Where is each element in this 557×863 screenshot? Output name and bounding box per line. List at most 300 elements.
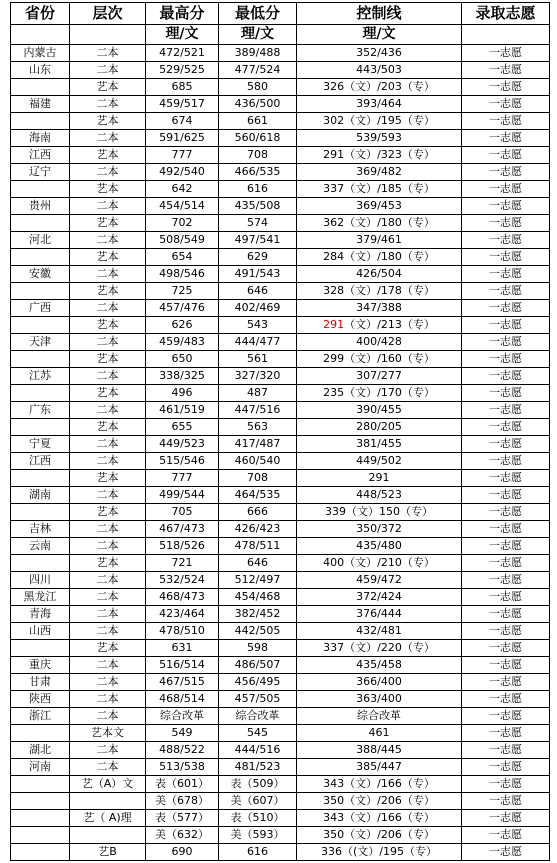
table-row xyxy=(11,606,550,623)
cell-admission-choice: 一志愿 xyxy=(462,810,550,827)
cell-control-line: 376/444 xyxy=(297,606,462,623)
table-row xyxy=(11,385,550,402)
cell-control-line: 539/593 xyxy=(297,130,462,147)
cell-control-line: 337（文）/185（专） xyxy=(297,181,462,198)
cell-province: 福建 xyxy=(11,96,70,113)
cell-max-score: 532/524 xyxy=(146,572,219,589)
cell-province: 贵州 xyxy=(11,198,70,215)
cell-province xyxy=(11,776,70,793)
cell-admission-choice: 一志愿 xyxy=(462,181,550,198)
cell-control-line: 302（文）/195（专） xyxy=(297,113,462,130)
cell-province: 青海 xyxy=(11,606,70,623)
cell-max-score: 702 xyxy=(146,215,219,232)
table-row xyxy=(11,470,550,487)
table-row xyxy=(11,130,550,147)
cell-min-score: 464/535 xyxy=(219,487,297,504)
cell-province: 辽宁 xyxy=(11,164,70,181)
cell-control-line: 326（文）/203（专） xyxy=(297,79,462,96)
header-admission-choice: 录取志愿 xyxy=(462,3,550,25)
cell-max-score: 515/546 xyxy=(146,453,219,470)
cell-control-line: 435/480 xyxy=(297,538,462,555)
cell-min-score: 708 xyxy=(219,470,297,487)
admission-scores-table xyxy=(10,2,550,861)
table-row xyxy=(11,453,550,470)
cell-min-score: 486/507 xyxy=(219,657,297,674)
table-row xyxy=(11,232,550,249)
header-control-line: 控制线 xyxy=(297,3,462,25)
cell-max-score: 表（601） xyxy=(146,776,219,793)
cell-admission-choice: 一志愿 xyxy=(462,96,550,113)
subheader-cell xyxy=(70,25,146,45)
cell-level: 二本 xyxy=(70,742,146,759)
cell-province: 云南 xyxy=(11,538,70,555)
cell-max-score: 472/521 xyxy=(146,45,219,62)
cell-admission-choice: 一志愿 xyxy=(462,249,550,266)
table-row xyxy=(11,419,550,436)
cell-level: 二本 xyxy=(70,453,146,470)
cell-admission-choice: 一志愿 xyxy=(462,334,550,351)
cell-province: 湖南 xyxy=(11,487,70,504)
cell-level: 二本 xyxy=(70,538,146,555)
cell-min-score: 表（510） xyxy=(219,810,297,827)
table-row xyxy=(11,96,550,113)
table-row xyxy=(11,844,550,861)
table-row xyxy=(11,368,550,385)
cell-admission-choice: 一志愿 xyxy=(462,589,550,606)
cell-control-line: 426/504 xyxy=(297,266,462,283)
cell-control-line: 299（文）/160（专） xyxy=(297,351,462,368)
cell-province: 广西 xyxy=(11,300,70,317)
cell-province: 江苏 xyxy=(11,368,70,385)
table-row xyxy=(11,402,550,419)
cell-control-line: 307/277 xyxy=(297,368,462,385)
cell-level: 艺本 xyxy=(70,385,146,402)
cell-province: 湖北 xyxy=(11,742,70,759)
table-row xyxy=(11,572,550,589)
cell-control-line xyxy=(297,317,462,334)
cell-admission-choice: 一志愿 xyxy=(462,385,550,402)
table-row xyxy=(11,487,550,504)
table-row xyxy=(11,45,550,62)
cell-max-score: 777 xyxy=(146,147,219,164)
cell-admission-choice: 一志愿 xyxy=(462,470,550,487)
table-row xyxy=(11,147,550,164)
cell-control-line: 393/464 xyxy=(297,96,462,113)
cell-admission-choice: 一志愿 xyxy=(462,521,550,538)
cell-admission-choice: 一志愿 xyxy=(462,725,550,742)
cell-min-score: 426/423 xyxy=(219,521,297,538)
cell-max-score: 777 xyxy=(146,470,219,487)
cell-max-score: 449/523 xyxy=(146,436,219,453)
table-row xyxy=(11,351,550,368)
cell-province xyxy=(11,504,70,521)
cell-control-line: 379/461 xyxy=(297,232,462,249)
cell-level: 二本 xyxy=(70,759,146,776)
cell-min-score: 512/497 xyxy=(219,572,297,589)
cell-level: 二本 xyxy=(70,436,146,453)
cell-level: 艺本 xyxy=(70,147,146,164)
cell-min-score: 491/543 xyxy=(219,266,297,283)
cell-max-score: 467/473 xyxy=(146,521,219,538)
cell-max-score: 705 xyxy=(146,504,219,521)
cell-level: 二本 xyxy=(70,130,146,147)
table-row xyxy=(11,827,550,844)
cell-admission-choice: 一志愿 xyxy=(462,164,550,181)
cell-max-score: 642 xyxy=(146,181,219,198)
cell-min-score: 646 xyxy=(219,555,297,572)
cell-max-score: 631 xyxy=(146,640,219,657)
cell-admission-choice: 一志愿 xyxy=(462,742,550,759)
cell-max-score: 488/522 xyxy=(146,742,219,759)
cell-level: 艺（ A)理 xyxy=(70,810,146,827)
cell-level: 二本 xyxy=(70,96,146,113)
cell-min-score: 382/452 xyxy=(219,606,297,623)
cell-level xyxy=(70,793,146,810)
cell-control-line: 443/503 xyxy=(297,62,462,79)
cell-control-line: 347/388 xyxy=(297,300,462,317)
cell-max-score: 338/325 xyxy=(146,368,219,385)
table-row xyxy=(11,249,550,266)
cell-max-score: 496 xyxy=(146,385,219,402)
cell-admission-choice: 一志愿 xyxy=(462,708,550,725)
cell-min-score: 487 xyxy=(219,385,297,402)
cell-level: 二本 xyxy=(70,674,146,691)
cell-min-score: 560/618 xyxy=(219,130,297,147)
cell-max-score: 513/538 xyxy=(146,759,219,776)
cell-control-line: 369/453 xyxy=(297,198,462,215)
table-row xyxy=(11,521,550,538)
cell-level: 艺本 xyxy=(70,181,146,198)
cell-control-line: 343（文）/166（专） xyxy=(297,810,462,827)
table-row xyxy=(11,62,550,79)
cell-min-score: 708 xyxy=(219,147,297,164)
cell-min-score: 545 xyxy=(219,725,297,742)
cell-control-line: 280/205 xyxy=(297,419,462,436)
cell-min-score: 327/320 xyxy=(219,368,297,385)
cell-min-score: 美（593） xyxy=(219,827,297,844)
cell-admission-choice: 一志愿 xyxy=(462,844,550,861)
cell-min-score: 478/511 xyxy=(219,538,297,555)
cell-level: 二本 xyxy=(70,368,146,385)
cell-province xyxy=(11,810,70,827)
cell-province xyxy=(11,79,70,96)
cell-max-score: 674 xyxy=(146,113,219,130)
cell-province xyxy=(11,249,70,266)
cell-province: 广东 xyxy=(11,402,70,419)
cell-max-score: 461/519 xyxy=(146,402,219,419)
table-row xyxy=(11,317,550,334)
cell-control-line: 337（文）/220（专） xyxy=(297,640,462,657)
cell-control-line: 448/523 xyxy=(297,487,462,504)
cell-level: 二本 xyxy=(70,164,146,181)
cell-province xyxy=(11,283,70,300)
cell-control-line: 363/400 xyxy=(297,691,462,708)
cell-province: 宁夏 xyxy=(11,436,70,453)
cell-max-score: 529/525 xyxy=(146,62,219,79)
cell-admission-choice: 一志愿 xyxy=(462,793,550,810)
cell-province: 河北 xyxy=(11,232,70,249)
cell-admission-choice: 一志愿 xyxy=(462,640,550,657)
table-row xyxy=(11,810,550,827)
cell-max-score: 549 xyxy=(146,725,219,742)
cell-admission-choice: 一志愿 xyxy=(462,198,550,215)
cell-max-score: 美（632） xyxy=(146,827,219,844)
header-province: 省份 xyxy=(11,3,70,25)
cell-max-score: 468/514 xyxy=(146,691,219,708)
cell-admission-choice: 一志愿 xyxy=(462,623,550,640)
cell-level: 二本 xyxy=(70,691,146,708)
table-row xyxy=(11,504,550,521)
cell-level: 二本 xyxy=(70,657,146,674)
cell-admission-choice: 一志愿 xyxy=(462,453,550,470)
table-row xyxy=(11,113,550,130)
cell-level: 二本 xyxy=(70,300,146,317)
cell-level: 二本 xyxy=(70,521,146,538)
table-row xyxy=(11,164,550,181)
cell-level: 二本 xyxy=(70,266,146,283)
cell-admission-choice: 一志愿 xyxy=(462,572,550,589)
cell-min-score: 442/505 xyxy=(219,623,297,640)
highlighted-control-value: 291 xyxy=(323,318,345,331)
cell-min-score: 456/495 xyxy=(219,674,297,691)
cell-admission-choice: 一志愿 xyxy=(462,776,550,793)
cell-admission-choice: 一志愿 xyxy=(462,283,550,300)
cell-max-score: 721 xyxy=(146,555,219,572)
table-row xyxy=(11,181,550,198)
cell-min-score: 综合改革 xyxy=(219,708,297,725)
cell-province: 吉林 xyxy=(11,521,70,538)
cell-admission-choice: 一志愿 xyxy=(462,691,550,708)
table-row xyxy=(11,708,550,725)
cell-level: 艺本 xyxy=(70,79,146,96)
cell-province xyxy=(11,827,70,844)
cell-admission-choice: 一志愿 xyxy=(462,79,550,96)
cell-max-score: 518/526 xyxy=(146,538,219,555)
cell-province: 山西 xyxy=(11,623,70,640)
cell-min-score: 477/524 xyxy=(219,62,297,79)
cell-control-line: 385/447 xyxy=(297,759,462,776)
cell-control-line: 459/472 xyxy=(297,572,462,589)
cell-max-score: 508/549 xyxy=(146,232,219,249)
cell-level: 艺本 xyxy=(70,504,146,521)
cell-min-score: 447/516 xyxy=(219,402,297,419)
cell-admission-choice: 一志愿 xyxy=(462,300,550,317)
cell-province: 内蒙古 xyxy=(11,45,70,62)
cell-control-line: 350/372 xyxy=(297,521,462,538)
cell-control-line: 362（文）/180（专） xyxy=(297,215,462,232)
cell-level: 二本 xyxy=(70,589,146,606)
header-min-score: 最低分 xyxy=(219,3,297,25)
cell-level: 艺本 xyxy=(70,419,146,436)
table-row xyxy=(11,640,550,657)
header-level: 层次 xyxy=(70,3,146,25)
cell-control-line: 435/458 xyxy=(297,657,462,674)
cell-province xyxy=(11,215,70,232)
cell-province xyxy=(11,555,70,572)
cell-min-score: 598 xyxy=(219,640,297,657)
table-row xyxy=(11,691,550,708)
cell-province xyxy=(11,419,70,436)
cell-level: 艺本 xyxy=(70,470,146,487)
cell-max-score: 516/514 xyxy=(146,657,219,674)
cell-admission-choice: 一志愿 xyxy=(462,351,550,368)
cell-province: 陕西 xyxy=(11,691,70,708)
cell-max-score: 690 xyxy=(146,844,219,861)
cell-level: 二本 xyxy=(70,45,146,62)
cell-min-score: 美（607） xyxy=(219,793,297,810)
cell-max-score: 725 xyxy=(146,283,219,300)
table-row xyxy=(11,759,550,776)
cell-min-score: 561 xyxy=(219,351,297,368)
cell-min-score: 460/540 xyxy=(219,453,297,470)
cell-admission-choice: 一志愿 xyxy=(462,504,550,521)
subheader-row xyxy=(11,25,550,45)
cell-level: 艺本文 xyxy=(70,725,146,742)
cell-province: 四川 xyxy=(11,572,70,589)
cell-min-score: 417/487 xyxy=(219,436,297,453)
cell-control-line: 291 xyxy=(297,470,462,487)
cell-max-score: 626 xyxy=(146,317,219,334)
cell-admission-choice: 一志愿 xyxy=(462,555,550,572)
cell-min-score: 表（509） xyxy=(219,776,297,793)
cell-admission-choice: 一志愿 xyxy=(462,402,550,419)
cell-province: 浙江 xyxy=(11,708,70,725)
cell-control-line: 432/481 xyxy=(297,623,462,640)
cell-admission-choice: 一志愿 xyxy=(462,657,550,674)
cell-min-score: 629 xyxy=(219,249,297,266)
cell-level: 二本 xyxy=(70,62,146,79)
cell-min-score: 616 xyxy=(219,844,297,861)
table-row xyxy=(11,674,550,691)
cell-admission-choice: 一志愿 xyxy=(462,674,550,691)
subheader-cell: 理/文 xyxy=(146,25,219,45)
control-value-rest: （文）/213（专） xyxy=(344,318,435,331)
cell-province xyxy=(11,351,70,368)
cell-admission-choice: 一志愿 xyxy=(462,419,550,436)
cell-min-score: 543 xyxy=(219,317,297,334)
cell-control-line: 328（文）/178（专） xyxy=(297,283,462,300)
cell-admission-choice: 一志愿 xyxy=(462,147,550,164)
cell-level: 二本 xyxy=(70,402,146,419)
subheader-cell xyxy=(462,25,550,45)
cell-province: 江西 xyxy=(11,147,70,164)
cell-min-score: 574 xyxy=(219,215,297,232)
cell-max-score: 423/464 xyxy=(146,606,219,623)
cell-level: 艺本 xyxy=(70,555,146,572)
cell-max-score: 综合改革 xyxy=(146,708,219,725)
cell-level: 二本 xyxy=(70,198,146,215)
cell-admission-choice: 一志愿 xyxy=(462,827,550,844)
table-row xyxy=(11,300,550,317)
cell-min-score: 402/469 xyxy=(219,300,297,317)
cell-control-line: 366/400 xyxy=(297,674,462,691)
cell-control-line: 352/436 xyxy=(297,45,462,62)
table-row xyxy=(11,436,550,453)
cell-min-score: 661 xyxy=(219,113,297,130)
cell-level: 二本 xyxy=(70,334,146,351)
cell-province: 天津 xyxy=(11,334,70,351)
cell-level: 艺本 xyxy=(70,640,146,657)
cell-min-score: 580 xyxy=(219,79,297,96)
cell-province: 甘肃 xyxy=(11,674,70,691)
cell-control-line: 339（文）150（专） xyxy=(297,504,462,521)
cell-min-score: 444/477 xyxy=(219,334,297,351)
cell-min-score: 457/505 xyxy=(219,691,297,708)
cell-control-line: 综合改革 xyxy=(297,708,462,725)
cell-control-line: 449/502 xyxy=(297,453,462,470)
cell-max-score: 美（678） xyxy=(146,793,219,810)
cell-admission-choice: 一志愿 xyxy=(462,45,550,62)
table-row xyxy=(11,742,550,759)
cell-province: 海南 xyxy=(11,130,70,147)
cell-province: 江西 xyxy=(11,453,70,470)
cell-level xyxy=(70,827,146,844)
cell-min-score: 389/488 xyxy=(219,45,297,62)
cell-control-line: 369/482 xyxy=(297,164,462,181)
table-row xyxy=(11,725,550,742)
table-row xyxy=(11,334,550,351)
table-row xyxy=(11,776,550,793)
cell-control-line: 390/455 xyxy=(297,402,462,419)
cell-province xyxy=(11,844,70,861)
cell-control-line: 350（文）/206（专） xyxy=(297,827,462,844)
cell-level: 二本 xyxy=(70,232,146,249)
cell-province xyxy=(11,793,70,810)
cell-max-score: 685 xyxy=(146,79,219,96)
cell-admission-choice: 一志愿 xyxy=(462,317,550,334)
cell-max-score: 650 xyxy=(146,351,219,368)
cell-control-line: 372/424 xyxy=(297,589,462,606)
cell-control-line: 400/428 xyxy=(297,334,462,351)
cell-level: 二本 xyxy=(70,487,146,504)
table-row xyxy=(11,215,550,232)
cell-control-line: 343（文）/166（专） xyxy=(297,776,462,793)
cell-level: 艺本 xyxy=(70,283,146,300)
table-row xyxy=(11,198,550,215)
cell-admission-choice: 一志愿 xyxy=(462,232,550,249)
table-row xyxy=(11,589,550,606)
cell-control-line: 336（(文）/195（专） xyxy=(297,844,462,861)
cell-province: 山东 xyxy=(11,62,70,79)
cell-province xyxy=(11,470,70,487)
cell-min-score: 454/468 xyxy=(219,589,297,606)
cell-min-score: 436/500 xyxy=(219,96,297,113)
cell-province: 重庆 xyxy=(11,657,70,674)
cell-admission-choice: 一志愿 xyxy=(462,436,550,453)
cell-level: 艺本 xyxy=(70,113,146,130)
cell-max-score: 498/546 xyxy=(146,266,219,283)
cell-min-score: 435/508 xyxy=(219,198,297,215)
table-row xyxy=(11,79,550,96)
table-row xyxy=(11,623,550,640)
cell-min-score: 646 xyxy=(219,283,297,300)
cell-admission-choice: 一志愿 xyxy=(462,487,550,504)
subheader-cell: 理/文 xyxy=(297,25,462,45)
cell-admission-choice: 一志愿 xyxy=(462,368,550,385)
cell-min-score: 666 xyxy=(219,504,297,521)
cell-min-score: 616 xyxy=(219,181,297,198)
cell-max-score: 468/473 xyxy=(146,589,219,606)
cell-max-score: 457/476 xyxy=(146,300,219,317)
cell-province xyxy=(11,725,70,742)
cell-max-score: 499/544 xyxy=(146,487,219,504)
table-row xyxy=(11,266,550,283)
header-row xyxy=(11,3,550,25)
cell-max-score: 454/514 xyxy=(146,198,219,215)
table-row xyxy=(11,555,550,572)
table-row xyxy=(11,793,550,810)
cell-max-score: 478/510 xyxy=(146,623,219,640)
